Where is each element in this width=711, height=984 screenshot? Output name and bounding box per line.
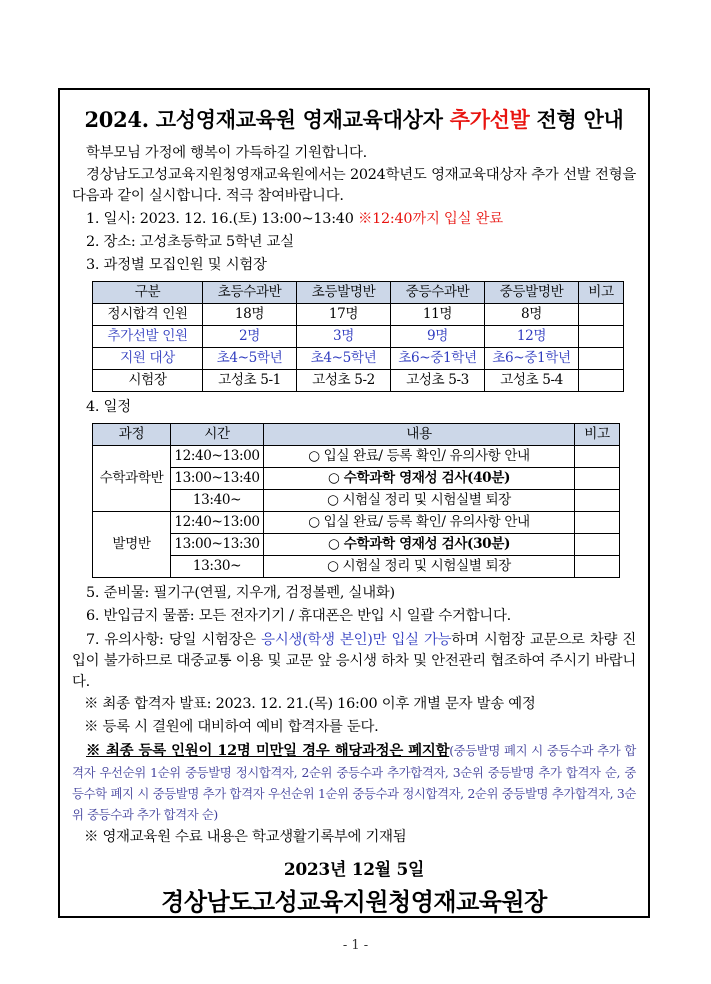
quota-header-4: 중등발명반 xyxy=(485,282,579,304)
quota-row-0-value-2: 11명 xyxy=(391,304,485,326)
schedule-group-1-row-0-note xyxy=(575,512,620,534)
note-final-announcement: ※ 최종 합격자 발표: 2023. 12. 21.(목) 16:00 이후 개별 문자 발송 예정 xyxy=(84,696,536,713)
schedule-group-0-row-1-content: ○ 수학과학 영재성 검사(40분) xyxy=(264,468,575,490)
schedule-group-1-course: 발명반 xyxy=(93,512,171,578)
signature-authority: 경상남도고성교육지원청영재교육원장 xyxy=(161,887,547,917)
table-row xyxy=(93,490,620,512)
title-accent-text: 추가선발 xyxy=(449,107,530,132)
table-row xyxy=(93,534,620,556)
note-school-record: ※ 영재교육원 수료 내용은 학교생활기록부에 기재됨 xyxy=(84,829,407,846)
table-row xyxy=(93,370,624,392)
quota-row-0-value-3: 8명 xyxy=(485,304,579,326)
item-7-text-trailing: 하며 시험장 교문으로 차량 진입이 불가하므로 대중교통 이용 및 교문 앞 응시생 하차 및 안전관리 협조하여 주시기 바랍니다. xyxy=(72,631,636,690)
note-reserve-candidates: ※ 등록 시 결원에 대비하여 예비 합격자를 둔다. xyxy=(84,719,379,736)
schedule-group-1-row-1-time: 13:00~13:30 xyxy=(171,534,264,556)
table-row xyxy=(93,326,624,348)
item-1-label: 1. 일시: 2023. 12. 16.(토) 13:00~13:40 xyxy=(86,210,358,227)
table-row xyxy=(93,446,620,468)
title-text-trailing: 전형 안내 xyxy=(529,107,624,132)
quota-row-2-note xyxy=(579,348,624,370)
quota-row-3-value-0: 고성초 5-1 xyxy=(203,370,297,392)
quota-row-0-note xyxy=(579,304,624,326)
table-row xyxy=(93,304,624,326)
schedule-group-0-course: 수학과학반 xyxy=(93,446,171,512)
table-row xyxy=(93,468,620,490)
quota-header-0: 구분 xyxy=(93,282,203,304)
quota-row-1-value-2: 9명 xyxy=(391,326,485,348)
schedule-group-1-row-1-note xyxy=(575,534,620,556)
quota-header-2: 초등발명반 xyxy=(297,282,391,304)
quota-row-1-value-3: 12명 xyxy=(485,326,579,348)
page-number: - 1 - xyxy=(342,938,369,953)
schedule-group-1-row-2-content: ○ 시험실 정리 및 시험실별 퇴장 xyxy=(264,556,575,578)
item-2-location: 2. 장소: 고성초등학교 5학년 교실 xyxy=(86,233,294,250)
quota-row-0-value-0: 18명 xyxy=(203,304,297,326)
quota-row-3-value-1: 고성초 5-2 xyxy=(297,370,391,392)
note-cancellation-parenthetical: (중등발명 폐지 시 중등수과 추가 합격자 우선순위 1순위 중등발명 정시합격자, 2순위 중등수과 추가합격자, 3순위 중등발명 추가 합격자 순, 중등수학 폐지 시 중등발명 추가 합격자 우선순위 1순위 중등수과 정시합격자, 2순위 중등발명 추가합격자, 3순위 중등수과 추가 합격자 순) xyxy=(72,743,636,822)
quota-row-2-label: 지원 대상 xyxy=(93,348,203,370)
item-3-heading: 3. 과정별 모집인원 및 시험장 xyxy=(86,256,267,273)
quota-row-0-value-1: 17명 xyxy=(297,304,391,326)
schedule-group-1-row-1-content: ○ 수학과학 영재성 검사(30분) xyxy=(264,534,575,556)
schedule-header-0: 과정 xyxy=(93,424,171,446)
schedule-header-1: 시간 xyxy=(171,424,264,446)
table-header-row xyxy=(93,282,624,304)
quota-row-3-note xyxy=(579,370,624,392)
schedule-group-0-row-0-note xyxy=(575,446,620,468)
document-frame xyxy=(58,88,650,918)
quota-row-0-label: 정시합격 인원 xyxy=(93,304,203,326)
quota-row-2-value-1: 초4~5학년 xyxy=(297,348,391,370)
quota-header-5: 비고 xyxy=(579,282,624,304)
item-6-prohibited: 6. 반입금지 물품: 모든 전자기기 / 휴대폰은 반입 시 일괄 수거합니다. xyxy=(86,608,511,625)
schedule-group-1-row-2-note xyxy=(575,556,620,578)
quota-row-1-note xyxy=(579,326,624,348)
quota-row-2-value-3: 초6~중1학년 xyxy=(485,348,579,370)
signature-date: 2023년 12월 5일 xyxy=(283,860,425,881)
schedule-group-1-row-2-time: 13:30~ xyxy=(171,556,264,578)
schedule-header-3: 비고 xyxy=(575,424,620,446)
page-title xyxy=(72,104,636,134)
schedule-group-0-row-2-note xyxy=(575,490,620,512)
quota-row-1-value-0: 2명 xyxy=(203,326,297,348)
schedule-group-0-row-0-content: ○ 입실 완료/ 등록 확인/ 유의사항 안내 xyxy=(264,446,575,468)
item-7-precautions xyxy=(72,630,636,694)
schedule-group-0-row-2-time: 13:40~ xyxy=(171,490,264,512)
quota-row-1-label: 추가선발 인원 xyxy=(93,326,203,348)
quota-row-1-value-1: 3명 xyxy=(297,326,391,348)
quota-row-3-value-2: 고성초 5-3 xyxy=(391,370,485,392)
note-cancellation-underlined: ※ 최종 등록 인원이 12명 미만일 경우 해당과정은 폐지함 xyxy=(86,742,450,760)
quota-header-1: 초등수과반 xyxy=(203,282,297,304)
quota-header-3: 중등수과반 xyxy=(391,282,485,304)
quota-table xyxy=(92,281,624,392)
quota-row-2-value-0: 초4~5학년 xyxy=(203,348,297,370)
intro-paragraph: 경상남도고성교육지원청영재교육원에서는 2024학년도 영재교육대상자 추가 선발 전형을 다음과 같이 실시합니다. 적극 참여바랍니다. xyxy=(72,167,636,205)
quota-row-3-label: 시험장 xyxy=(93,370,203,392)
schedule-header-2: 내용 xyxy=(264,424,575,446)
schedule-group-1-row-0-content: ○ 입실 완료/ 등록 확인/ 유의사항 안내 xyxy=(264,512,575,534)
item-1-red-note: ※12:40까지 입실 완료 xyxy=(357,210,503,227)
item-1-datetime xyxy=(72,209,636,230)
schedule-group-0-row-0-time: 12:40~13:00 xyxy=(171,446,264,468)
item-7-text-leading: 7. 유의사항: 당일 시험장은 xyxy=(86,631,262,648)
schedule-group-1-row-0-time: 12:40~13:00 xyxy=(171,512,264,534)
greeting-paragraph: 학부모님 가정에 행복이 가득하길 기원합니다. xyxy=(86,145,367,161)
schedule-group-0-row-1-note xyxy=(575,468,620,490)
table-header-row xyxy=(93,424,620,446)
note-course-cancellation xyxy=(72,740,636,826)
table-row xyxy=(93,512,620,534)
quota-row-2-value-2: 초6~중1학년 xyxy=(391,348,485,370)
title-text-leading: 2024. 고성영재교육원 영재교육대상자 xyxy=(84,107,450,132)
table-row xyxy=(93,348,624,370)
schedule-table xyxy=(92,423,620,578)
item-5-supplies: 5. 준비물: 필기구(연필, 지우개, 검정볼펜, 실내화) xyxy=(86,585,395,602)
schedule-group-0-row-1-time: 13:00~13:40 xyxy=(171,468,264,490)
table-row xyxy=(93,556,620,578)
item-4-heading: 4. 일정 xyxy=(86,399,131,416)
item-7-blue-highlight: 응시생(학생 본인)만 입실 가능 xyxy=(261,631,452,648)
schedule-group-0-row-2-content: ○ 시험실 정리 및 시험실별 퇴장 xyxy=(264,490,575,512)
quota-row-3-value-3: 고성초 5-4 xyxy=(485,370,579,392)
